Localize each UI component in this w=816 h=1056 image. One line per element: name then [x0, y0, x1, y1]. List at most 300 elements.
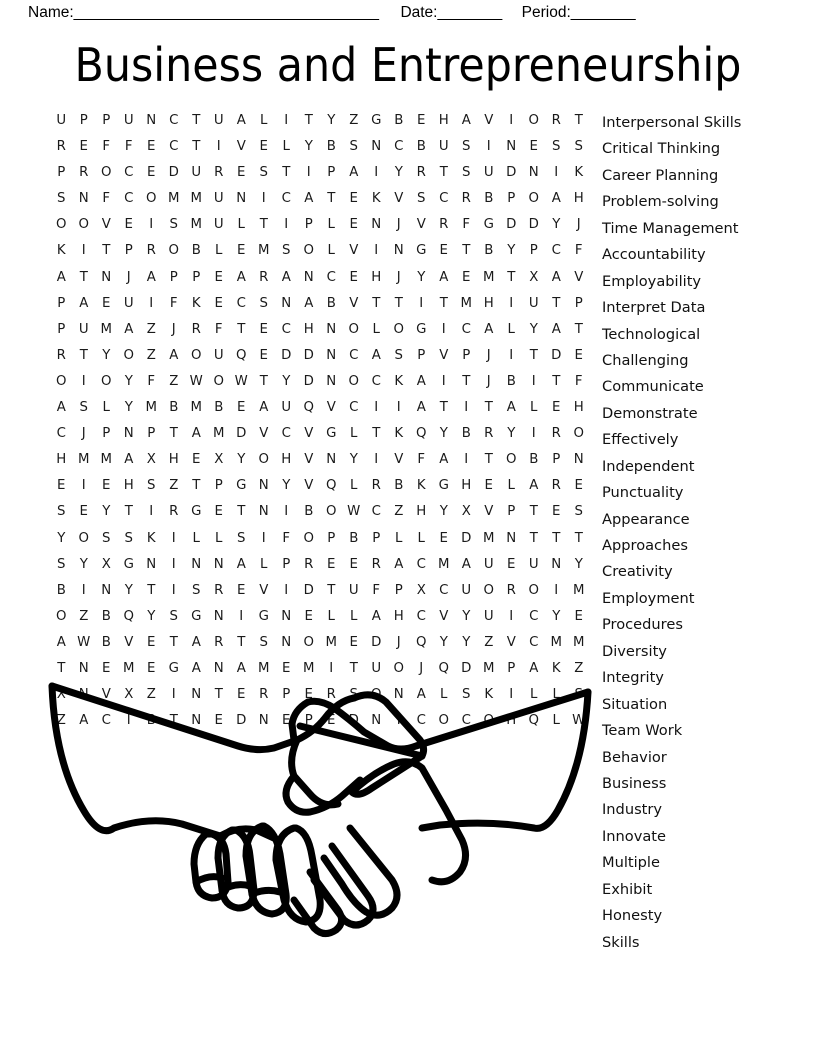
grid-cell[interactable]: T	[574, 321, 583, 337]
grid-cell[interactable]: N	[303, 269, 314, 285]
grid-cell[interactable]: R	[169, 504, 179, 520]
grid-cell[interactable]: O	[438, 713, 449, 729]
grid-cell[interactable]: I	[464, 452, 469, 468]
grid-cell[interactable]: Y	[507, 243, 516, 259]
grid-cell[interactable]: A	[439, 452, 449, 468]
grid-cell[interactable]: Z	[146, 687, 156, 703]
grid-cell[interactable]: Y	[282, 373, 291, 389]
word-list-item[interactable]: Integrity	[602, 669, 664, 687]
grid-cell[interactable]: V	[259, 582, 269, 598]
grid-cell[interactable]: T	[237, 321, 246, 337]
grid-cell[interactable]: O	[348, 321, 359, 337]
grid-cell[interactable]: E	[192, 452, 201, 468]
grid-cell[interactable]: C	[461, 321, 471, 337]
grid-cell[interactable]: D	[461, 530, 472, 546]
grid-cell[interactable]: E	[214, 269, 223, 285]
grid-cell[interactable]: M	[303, 660, 315, 676]
grid-cell[interactable]: F	[417, 452, 426, 468]
grid-cell[interactable]: I	[261, 530, 266, 546]
grid-cell[interactable]: T	[169, 634, 178, 650]
grid-cell[interactable]: E	[237, 582, 246, 598]
grid-cell[interactable]: O	[528, 113, 539, 128]
word-list-item[interactable]: Situation	[602, 695, 668, 713]
grid-cell[interactable]: D	[551, 347, 562, 363]
grid-cell[interactable]: S	[574, 687, 583, 703]
grid-cell[interactable]: U	[213, 217, 224, 233]
grid-cell[interactable]: C	[529, 608, 539, 624]
grid-cell[interactable]: T	[372, 295, 381, 311]
word-list-item[interactable]: Industry	[602, 801, 663, 819]
grid-cell[interactable]: C	[101, 713, 111, 729]
grid-cell[interactable]: O	[78, 530, 89, 546]
grid-cell[interactable]: Y	[124, 373, 133, 389]
grid-cell[interactable]: P	[327, 165, 336, 181]
word-list-item[interactable]: Accountability	[602, 246, 706, 264]
grid-cell[interactable]: O	[213, 373, 224, 389]
grid-cell[interactable]: Y	[102, 347, 111, 363]
grid-cell[interactable]: A	[371, 347, 381, 363]
grid-cell[interactable]: V	[484, 504, 494, 520]
grid-cell[interactable]: E	[439, 530, 448, 546]
grid-cell[interactable]: N	[146, 556, 157, 572]
grid-cell[interactable]: C	[169, 139, 179, 155]
grid-cell[interactable]: M	[190, 400, 202, 416]
grid-cell[interactable]: M	[190, 191, 202, 207]
grid-cell[interactable]: I	[509, 347, 514, 363]
grid-cell[interactable]: M	[100, 452, 112, 468]
grid-cell[interactable]: I	[486, 139, 491, 155]
grid-cell[interactable]: I	[374, 452, 379, 468]
grid-cell[interactable]: I	[149, 217, 154, 233]
grid-cell[interactable]: B	[326, 139, 336, 155]
grid-cell[interactable]: E	[304, 608, 313, 624]
grid-cell[interactable]: E	[259, 347, 268, 363]
word-list-item[interactable]: Independent	[602, 457, 695, 475]
grid-cell[interactable]: W	[234, 373, 248, 389]
grid-cell[interactable]: J	[126, 269, 131, 285]
grid-cell[interactable]: A	[484, 321, 494, 337]
grid-cell[interactable]: I	[284, 113, 289, 128]
grid-cell[interactable]: A	[191, 426, 201, 442]
grid-cell[interactable]: F	[372, 582, 381, 598]
grid-cell[interactable]: V	[506, 634, 516, 650]
grid-cell[interactable]: D	[236, 713, 247, 729]
grid-cell[interactable]: S	[394, 347, 403, 363]
grid-cell[interactable]: C	[349, 400, 359, 416]
grid-cell[interactable]: A	[281, 269, 291, 285]
grid-cell[interactable]: G	[416, 321, 427, 337]
grid-cell[interactable]: I	[509, 608, 514, 624]
grid-cell[interactable]: C	[281, 426, 291, 442]
grid-cell[interactable]: E	[147, 165, 156, 181]
grid-cell[interactable]: P	[304, 217, 313, 233]
grid-cell[interactable]: A	[551, 321, 561, 337]
grid-cell[interactable]: G	[168, 660, 179, 676]
grid-cell[interactable]: A	[439, 269, 449, 285]
word-list-item[interactable]: Demonstrate	[602, 404, 698, 422]
word-list-item[interactable]: Behavior	[602, 748, 667, 766]
grid-cell[interactable]: O	[573, 426, 584, 442]
grid-cell[interactable]: N	[213, 608, 224, 624]
grid-cell[interactable]: L	[215, 530, 223, 546]
word-list-item[interactable]: Business	[602, 774, 667, 792]
grid-cell[interactable]: G	[438, 478, 449, 494]
grid-cell[interactable]: R	[551, 113, 561, 128]
grid-cell[interactable]: S	[147, 478, 156, 494]
grid-cell[interactable]: A	[371, 608, 381, 624]
grid-cell[interactable]: T	[304, 113, 313, 128]
grid-cell[interactable]: Y	[574, 556, 583, 572]
grid-cell[interactable]: O	[483, 582, 494, 598]
grid-cell[interactable]: R	[259, 269, 269, 285]
grid-cell[interactable]: R	[326, 687, 336, 703]
grid-cell[interactable]: C	[124, 165, 134, 181]
grid-cell[interactable]: A	[551, 269, 561, 285]
grid-cell[interactable]: S	[349, 139, 358, 155]
grid-cell[interactable]: D	[528, 217, 539, 233]
grid-cell[interactable]: A	[56, 634, 66, 650]
grid-cell[interactable]: U	[213, 113, 224, 128]
grid-cell[interactable]: C	[169, 113, 179, 128]
grid-cell[interactable]: M	[483, 660, 495, 676]
grid-cell[interactable]: R	[259, 687, 269, 703]
grid-cell[interactable]: A	[529, 478, 539, 494]
grid-cell[interactable]: N	[101, 582, 112, 598]
grid-cell[interactable]: V	[394, 191, 404, 207]
grid-cell[interactable]: C	[394, 139, 404, 155]
grid-cell[interactable]: H	[281, 452, 292, 468]
grid-cell[interactable]: K	[56, 243, 66, 259]
grid-cell[interactable]: H	[56, 452, 67, 468]
grid-cell[interactable]: H	[483, 295, 494, 311]
grid-cell[interactable]: Z	[484, 634, 494, 650]
grid-cell[interactable]: V	[304, 452, 314, 468]
grid-cell[interactable]: M	[123, 660, 135, 676]
grid-cell[interactable]: P	[214, 478, 223, 494]
grid-cell[interactable]: E	[574, 347, 583, 363]
grid-cell[interactable]: E	[552, 400, 561, 416]
grid-cell[interactable]: N	[213, 660, 224, 676]
grid-cell[interactable]: D	[461, 660, 472, 676]
grid-cell[interactable]: T	[552, 295, 561, 311]
grid-cell[interactable]: N	[236, 191, 247, 207]
grid-cell[interactable]: N	[213, 556, 224, 572]
grid-cell[interactable]: U	[78, 321, 89, 337]
grid-cell[interactable]: O	[123, 347, 134, 363]
grid-cell[interactable]: P	[147, 426, 156, 442]
grid-cell[interactable]: I	[509, 295, 514, 311]
grid-cell[interactable]: T	[372, 426, 381, 442]
grid-cell[interactable]: T	[237, 504, 246, 520]
grid-cell[interactable]: E	[417, 113, 426, 128]
grid-cell[interactable]: L	[552, 687, 560, 703]
grid-cell[interactable]: P	[507, 660, 516, 676]
grid-cell[interactable]: I	[216, 139, 221, 155]
grid-cell[interactable]: K	[394, 373, 404, 389]
grid-cell[interactable]: Q	[123, 608, 134, 624]
grid-cell[interactable]: S	[57, 556, 66, 572]
grid-cell[interactable]: N	[371, 713, 382, 729]
grid-cell[interactable]: N	[78, 191, 89, 207]
grid-cell[interactable]: S	[282, 243, 291, 259]
grid-cell[interactable]: O	[528, 582, 539, 598]
grid-cell[interactable]: N	[258, 713, 269, 729]
grid-cell[interactable]: I	[306, 165, 311, 181]
grid-cell[interactable]: H	[506, 713, 517, 729]
grid-cell[interactable]: Z	[146, 321, 156, 337]
grid-cell[interactable]: J	[419, 660, 424, 676]
grid-cell[interactable]: E	[574, 478, 583, 494]
grid-cell[interactable]: V	[304, 478, 314, 494]
grid-cell[interactable]: O	[78, 217, 89, 233]
grid-cell[interactable]: Q	[303, 400, 314, 416]
word-list-item[interactable]: Challenging	[602, 351, 689, 369]
grid-cell[interactable]: P	[169, 269, 178, 285]
grid-cell[interactable]: C	[124, 191, 134, 207]
grid-cell[interactable]: Y	[417, 269, 426, 285]
word-list-item[interactable]: Multiple	[602, 854, 660, 872]
grid-cell[interactable]: Y	[327, 113, 336, 128]
grid-cell[interactable]: P	[79, 113, 88, 128]
grid-cell[interactable]: S	[574, 504, 583, 520]
grid-cell[interactable]: I	[441, 373, 446, 389]
grid-cell[interactable]: E	[147, 139, 156, 155]
grid-cell[interactable]: I	[171, 530, 176, 546]
grid-cell[interactable]: S	[462, 165, 471, 181]
grid-cell[interactable]: I	[171, 582, 176, 598]
grid-cell[interactable]: H	[168, 452, 179, 468]
grid-cell[interactable]: L	[327, 217, 335, 233]
grid-cell[interactable]: U	[191, 165, 202, 181]
grid-cell[interactable]: B	[484, 191, 494, 207]
grid-cell[interactable]: F	[282, 530, 291, 546]
grid-cell[interactable]: T	[57, 660, 66, 676]
grid-cell[interactable]: X	[461, 504, 471, 520]
grid-cell[interactable]: T	[349, 660, 358, 676]
grid-cell[interactable]: N	[123, 426, 134, 442]
grid-cell[interactable]: C	[416, 556, 426, 572]
grid-cell[interactable]: U	[56, 113, 67, 128]
grid-cell[interactable]: T	[259, 217, 268, 233]
grid-cell[interactable]: U	[123, 295, 134, 311]
grid-cell[interactable]: V	[101, 217, 111, 233]
grid-cell[interactable]: I	[554, 582, 559, 598]
grid-cell[interactable]: N	[281, 295, 292, 311]
grid-cell[interactable]: E	[462, 269, 471, 285]
grid-cell[interactable]: Y	[349, 452, 358, 468]
grid-cell[interactable]: I	[531, 373, 536, 389]
grid-cell[interactable]: T	[192, 139, 201, 155]
grid-cell[interactable]: V	[259, 426, 269, 442]
grid-cell[interactable]: S	[259, 165, 268, 181]
grid-cell[interactable]: L	[507, 321, 515, 337]
grid-cell[interactable]: I	[531, 426, 536, 442]
grid-cell[interactable]: S	[169, 608, 178, 624]
grid-cell[interactable]: B	[101, 634, 111, 650]
grid-cell[interactable]: A	[304, 295, 314, 311]
grid-cell[interactable]: Z	[349, 113, 359, 128]
grid-cell[interactable]: T	[237, 634, 246, 650]
grid-cell[interactable]: O	[348, 373, 359, 389]
grid-cell[interactable]: R	[551, 426, 561, 442]
grid-cell[interactable]: L	[260, 113, 268, 128]
grid-cell[interactable]: P	[462, 347, 471, 363]
grid-cell[interactable]: E	[147, 634, 156, 650]
grid-cell[interactable]: M	[460, 295, 472, 311]
grid-cell[interactable]: D	[303, 582, 314, 598]
grid-cell[interactable]: N	[101, 269, 112, 285]
grid-cell[interactable]: R	[416, 165, 426, 181]
grid-cell[interactable]: T	[259, 373, 268, 389]
grid-cell[interactable]: Q	[326, 478, 337, 494]
grid-cell[interactable]: P	[304, 713, 313, 729]
grid-cell[interactable]: I	[284, 582, 289, 598]
grid-cell[interactable]: E	[327, 556, 336, 572]
grid-cell[interactable]: Q	[416, 426, 427, 442]
grid-cell[interactable]: E	[214, 295, 223, 311]
word-list-item[interactable]: Procedures	[602, 616, 683, 634]
grid-cell[interactable]: I	[171, 556, 176, 572]
grid-cell[interactable]: T	[124, 504, 133, 520]
grid-cell[interactable]: L	[282, 139, 290, 155]
grid-cell[interactable]: T	[192, 113, 201, 128]
grid-cell[interactable]: M	[78, 452, 90, 468]
grid-cell[interactable]: E	[214, 504, 223, 520]
grid-cell[interactable]: E	[574, 608, 583, 624]
grid-cell[interactable]: P	[282, 556, 291, 572]
grid-cell[interactable]: I	[81, 243, 86, 259]
grid-cell[interactable]: D	[506, 217, 517, 233]
grid-cell[interactable]: F	[169, 295, 178, 311]
grid-cell[interactable]: D	[303, 373, 314, 389]
word-list-item[interactable]: Interpersonal Skills	[602, 114, 742, 131]
grid-cell[interactable]: E	[57, 478, 66, 494]
grid-cell[interactable]: C	[461, 713, 471, 729]
grid-cell[interactable]: P	[529, 243, 538, 259]
grid-cell[interactable]: T	[169, 426, 178, 442]
grid-cell[interactable]: B	[101, 608, 111, 624]
grid-cell[interactable]: Y	[529, 321, 538, 337]
grid-cell[interactable]: Y	[124, 582, 133, 598]
grid-cell[interactable]: I	[171, 687, 176, 703]
grid-cell[interactable]: E	[237, 165, 246, 181]
grid-cell[interactable]: F	[462, 217, 471, 233]
grid-cell[interactable]: U	[528, 556, 539, 572]
grid-cell[interactable]: E	[349, 634, 358, 650]
name-blank-line[interactable]: ______________________________________	[73, 4, 379, 21]
grid-cell[interactable]: T	[574, 113, 583, 128]
grid-cell[interactable]: X	[101, 556, 111, 572]
grid-cell[interactable]: K	[551, 660, 561, 676]
grid-cell[interactable]: F	[102, 139, 111, 155]
grid-cell[interactable]: T	[439, 165, 448, 181]
grid-cell[interactable]: O	[168, 243, 179, 259]
grid-cell[interactable]: E	[349, 269, 358, 285]
grid-cell[interactable]: E	[327, 713, 336, 729]
grid-cell[interactable]: E	[349, 191, 358, 207]
grid-cell[interactable]: Q	[483, 713, 494, 729]
grid-cell[interactable]: K	[371, 191, 381, 207]
word-list-item[interactable]: Creativity	[602, 563, 673, 581]
grid-cell[interactable]: B	[326, 295, 336, 311]
grid-cell[interactable]: B	[484, 243, 494, 259]
word-list-item[interactable]: Technological	[602, 325, 701, 343]
grid-cell[interactable]: R	[79, 165, 89, 181]
grid-cell[interactable]: A	[191, 660, 201, 676]
grid-cell[interactable]: Y	[57, 530, 66, 546]
grid-cell[interactable]: I	[149, 295, 154, 311]
grid-cell[interactable]: N	[326, 373, 337, 389]
grid-cell[interactable]: A	[169, 347, 179, 363]
grid-cell[interactable]: D	[168, 165, 179, 181]
grid-cell[interactable]: V	[416, 217, 426, 233]
grid-cell[interactable]: T	[484, 452, 493, 468]
grid-cell[interactable]: L	[215, 243, 223, 259]
grid-cell[interactable]: H	[573, 400, 584, 416]
grid-cell[interactable]: M	[438, 556, 450, 572]
grid-cell[interactable]: E	[102, 478, 111, 494]
grid-cell[interactable]: P	[417, 347, 426, 363]
grid-cell[interactable]: S	[237, 530, 246, 546]
grid-cell[interactable]: S	[552, 139, 561, 155]
grid-cell[interactable]: A	[349, 165, 359, 181]
grid-cell[interactable]: C	[529, 634, 539, 650]
grid-cell[interactable]: N	[326, 452, 337, 468]
grid-cell[interactable]: T	[552, 530, 561, 546]
grid-cell[interactable]: B	[191, 243, 201, 259]
word-list-item[interactable]: Career Planning	[602, 166, 719, 184]
grid-cell[interactable]: L	[372, 321, 380, 337]
grid-cell[interactable]: U	[123, 113, 134, 128]
grid-cell[interactable]: Y	[462, 634, 471, 650]
grid-cell[interactable]: Y	[507, 426, 516, 442]
grid-cell[interactable]: I	[509, 687, 514, 703]
period-blank-line[interactable]: ________	[570, 4, 635, 21]
grid-cell[interactable]: N	[78, 687, 89, 703]
grid-cell[interactable]: G	[191, 504, 202, 520]
grid-cell[interactable]: I	[284, 217, 289, 233]
grid-cell[interactable]: Y	[462, 608, 471, 624]
grid-cell[interactable]: P	[102, 426, 111, 442]
grid-cell[interactable]: S	[124, 530, 133, 546]
grid-cell[interactable]: Y	[237, 452, 246, 468]
grid-cell[interactable]: E	[349, 217, 358, 233]
grid-cell[interactable]: T	[147, 582, 156, 598]
grid-cell[interactable]: M	[145, 400, 157, 416]
grid-cell[interactable]: U	[438, 139, 449, 155]
grid-cell[interactable]: P	[57, 165, 66, 181]
grid-cell[interactable]: M	[483, 269, 495, 285]
grid-cell[interactable]: E	[484, 478, 493, 494]
grid-cell[interactable]: C	[56, 426, 66, 442]
grid-cell[interactable]: H	[123, 478, 134, 494]
grid-cell[interactable]: N	[371, 139, 382, 155]
grid-cell[interactable]: T	[529, 504, 538, 520]
grid-cell[interactable]: T	[102, 243, 111, 259]
grid-cell[interactable]: N	[146, 113, 157, 128]
grid-cell[interactable]: M	[168, 191, 180, 207]
grid-cell[interactable]: S	[259, 295, 268, 311]
grid-cell[interactable]: P	[124, 243, 133, 259]
grid-cell[interactable]: P	[507, 191, 516, 207]
grid-cell[interactable]: H	[303, 321, 314, 337]
grid-cell[interactable]: L	[260, 556, 268, 572]
grid-cell[interactable]: P	[102, 113, 111, 128]
grid-cell[interactable]: A	[236, 556, 246, 572]
grid-cell[interactable]: G	[483, 217, 494, 233]
grid-cell[interactable]: S	[57, 504, 66, 520]
grid-cell[interactable]: C	[416, 608, 426, 624]
